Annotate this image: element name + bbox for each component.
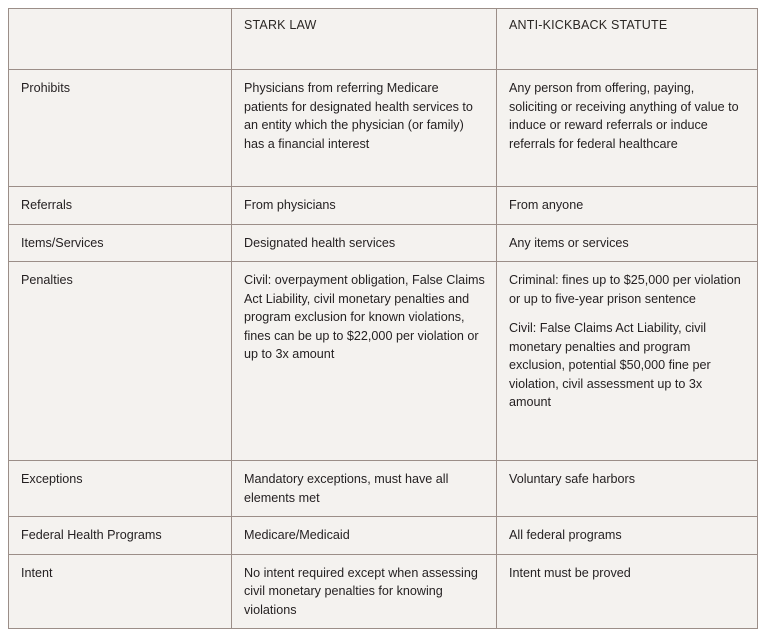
cell-prohibits-stark: Physicians from referring Medicare patients for designated health services to an entity which the physician (or family) has a financial interest [232,70,497,187]
header-cell-stark-law: STARK LAW [232,9,497,70]
table-row [9,224,758,262]
row-label-penalties: Penalties [9,262,232,461]
penalties-antikickback-civil: Civil: False Claims Act Liability, civil monetary penalties and program exclusion, potential $50,000 fine per violation, civil assessment up to 3x amount [509,321,711,409]
cell-exceptions-antikickback: Voluntary safe harbors [497,461,758,517]
cell-referrals-stark: From physicians [232,187,497,225]
cell-intent-antikickback: Intent must be proved [497,554,758,629]
cell-penalties-stark: Civil: overpayment obligation, False Claims Act Liability, civil monetary penalties and program exclusion for known violations, fines can be up to $22,000 per violation or up to 3x amount [232,262,497,461]
header-cell-anti-kickback-statute: ANTI-KICKBACK STATUTE [497,9,758,70]
table-header [9,9,758,70]
row-label-referrals: Referrals [9,187,232,225]
cell-prohibits-antikickback: Any person from offering, paying, soliciting or receiving anything of value to induce or reward referrals or induce referrals for federal healthcare [497,70,758,187]
cell-intent-stark: No intent required except when assessing civil monetary penalties for knowing violations [232,554,497,629]
row-label-exceptions: Exceptions [9,461,232,517]
cell-items-services-antikickback: Any items or services [497,224,758,262]
table-body [9,70,758,629]
table-row [9,517,758,555]
row-label-prohibits: Prohibits [9,70,232,187]
table-row [9,461,758,517]
table-row [9,554,758,629]
row-label-items-services: Items/Services [9,224,232,262]
cell-items-services-stark: Designated health services [232,224,497,262]
law-comparison-table [8,8,758,629]
cell-federal-health-programs-stark: Medicare/Medicaid [232,517,497,555]
row-label-intent: Intent [9,554,232,629]
table-row [9,262,758,461]
cell-referrals-antikickback: From anyone [497,187,758,225]
table-row [9,187,758,225]
table-row [9,70,758,187]
penalties-antikickback-criminal: Criminal: fines up to $25,000 per violation or up to five-year prison sentence [509,273,741,306]
row-label-federal-health-programs: Federal Health Programs [9,517,232,555]
header-cell-blank [9,9,232,70]
header-row [9,9,758,70]
cell-penalties-antikickback [497,262,758,461]
cell-federal-health-programs-antikickback: All federal programs [497,517,758,555]
cell-exceptions-stark: Mandatory exceptions, must have all elements met [232,461,497,517]
